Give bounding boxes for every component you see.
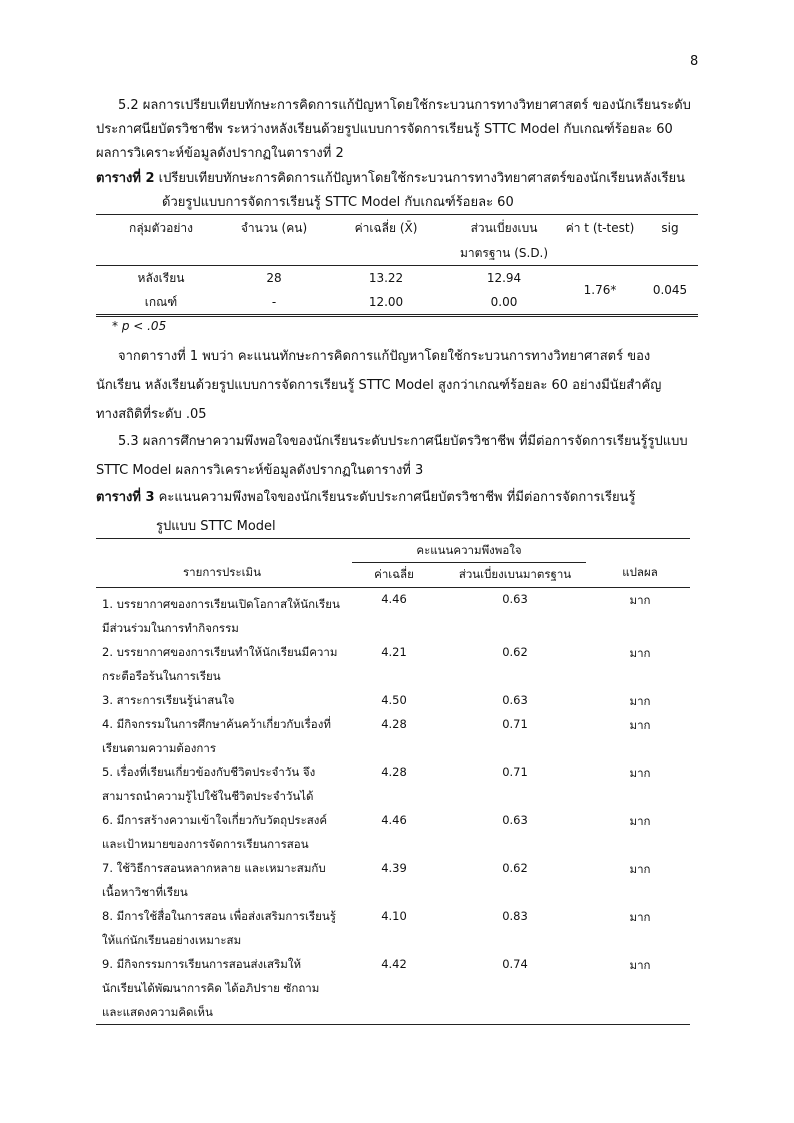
- paragraph-line: ประกาศนียบัตรวิชาชีพ ระหว่างหลังเรียนด้วยรูปแบบการจัดการเรียนรู้ STTC Model กับเกณฑ์ร้อยละ 60: [96, 122, 673, 137]
- paragraph-line: 5.3 ผลการศึกษาความพึงพอใจของนักเรียนระดับประกาศนียบัตรวิชาชีพ ที่มีต่อการจัดการเรียนรู้รูปแบบ: [118, 434, 688, 449]
- cell-item: [96, 808, 348, 856]
- col-header-sd: ส่วนเบี่ยงเบน: [450, 215, 558, 242]
- table-row: [96, 640, 690, 688]
- col-header-sig: sig: [642, 215, 698, 242]
- table-3-caption-text: คะแนนความพึงพอใจของนักเรียนระดับประกาศนียบัตรวิชาชีพ ที่มีต่อการจัดการเรียนรู้: [154, 490, 636, 505]
- col-header-group: กลุ่มตัวอย่าง: [96, 215, 226, 242]
- cell-sd: 0.71: [502, 765, 528, 779]
- cell-item: [96, 712, 348, 760]
- cell-interp: มาก: [629, 694, 651, 708]
- table-3: [96, 538, 690, 1025]
- cell-item: [96, 640, 348, 688]
- cell-mean: 4.46: [381, 592, 407, 606]
- col-header-n: จำนวน (คน): [226, 215, 322, 242]
- cell-sd: 0.63: [502, 592, 528, 606]
- col-header-item: รายการประเมิน: [96, 539, 348, 588]
- table-2-label: ตารางที่ 2: [96, 171, 155, 186]
- table-row: [96, 266, 698, 291]
- table-2-caption-text: เปรียบเทียบทักษะการคิดการแก้ปัญหาโดยใช้กระบวนการทางวิทยาศาสตร์ของนักเรียนหลังเรียน: [154, 171, 686, 186]
- col-header-mean: ค่าเฉลี่ย (X̄): [322, 215, 450, 242]
- paragraph-line: 5.2 ผลการเปรียบเทียบทักษะการคิดการแก้ปัญหาโดยใช้กระบวนการทางวิทยาศาสตร์ ของนักเรียนระดับ: [118, 98, 691, 113]
- cell-interp: มาก: [629, 814, 651, 828]
- paragraph-line: STTC Model ผลการวิเคราะห์ข้อมูลดังปรากฏในตารางที่ 3: [96, 463, 424, 478]
- col-header-satisfaction-label: คะแนนความพึงพอใจ: [416, 543, 522, 557]
- table-row: [96, 904, 690, 952]
- cell-mean: 4.39: [381, 861, 407, 875]
- cell-item: [96, 760, 348, 808]
- table-row: [96, 808, 690, 856]
- cell-item: [96, 588, 348, 641]
- cell-item: [96, 904, 348, 952]
- cell-item-line: เนื้อหาวิชาที่เรียน: [102, 885, 188, 899]
- cell-interp: มาก: [629, 862, 651, 876]
- cell-item: [96, 856, 348, 904]
- cell-sd: 12.94: [450, 266, 558, 291]
- cell-item-line: กระตือรือร้นในการเรียน: [102, 669, 221, 683]
- col-header-interp: แปลผล: [590, 539, 690, 588]
- cell-mean: 4.10: [381, 909, 407, 923]
- cell-mean: 12.00: [322, 290, 450, 316]
- table-2-discussion: [96, 342, 698, 429]
- col-header-sd: ส่วนเบี่ยงเบนมาตรฐาน: [440, 563, 590, 588]
- cell-sd: 0.71: [502, 717, 528, 731]
- significance-note: * p < .05: [112, 319, 167, 333]
- paragraph-line: นักเรียน หลังเรียนด้วยรูปแบบการจัดการเรียนรู้ STTC Model สูงกว่าเกณฑ์ร้อยละ 60 อย่างมีนัยสำคัญ: [96, 378, 662, 393]
- cell-mean: 4.46: [381, 813, 407, 827]
- table-2-caption-text-2: ด้วยรูปแบบการจัดการเรียนรู้ STTC Model กับเกณฑ์ร้อยละ 60: [162, 195, 514, 210]
- table-2-caption: [96, 167, 698, 215]
- cell-interp: มาก: [590, 952, 690, 1025]
- paragraph-line: ทางสถิติที่ระดับ .05: [96, 407, 207, 422]
- section-5-3-paragraph: [96, 427, 698, 485]
- cell-sd: 0.83: [502, 909, 528, 923]
- header-divider: [352, 562, 586, 563]
- page-number: 8: [690, 54, 699, 69]
- cell-interp: มาก: [629, 766, 651, 780]
- cell-item-line: ให้แก่นักเรียนอย่างเหมาะสม: [102, 933, 242, 947]
- cell-mean: 4.42: [348, 952, 440, 1025]
- table-row: [96, 712, 690, 760]
- table-3-caption: [96, 483, 698, 541]
- col-header-t: ค่า t (t-test): [558, 215, 642, 242]
- col-header-mean: ค่าเฉลี่ย: [348, 563, 440, 588]
- cell-group: หลังเรียน: [96, 266, 226, 291]
- section-5-2-paragraph: [96, 94, 698, 166]
- cell-item-line: และเป้าหมายของการจัดการเรียนการสอน: [102, 837, 309, 851]
- cell-interp: มาก: [629, 593, 651, 607]
- cell-item-line: สามารถนำความรู้ไปใช้ในชีวิตประจำวันได้: [102, 789, 314, 803]
- cell-item-line: เรียนตามความต้องการ: [102, 741, 216, 755]
- cell-sd: 0.63: [502, 813, 528, 827]
- cell-mean: 4.28: [381, 765, 407, 779]
- cell-sig-value: 0.045: [642, 266, 698, 316]
- cell-interp: มาก: [629, 718, 651, 732]
- cell-item-line: 1. บรรยากาศของการเรียนเปิดโอกาสให้นักเรียน: [102, 597, 340, 611]
- cell-item-line: 4. มีกิจกรรมในการศึกษาค้นคว้าเกี่ยวกับเรื่องที่: [102, 717, 331, 731]
- cell-item-line: 5. เรื่องที่เรียนเกี่ยวข้องกับชีวิตประจำวัน จึง: [102, 765, 316, 779]
- col-header-satisfaction: [348, 539, 590, 564]
- cell-mean: 4.50: [381, 693, 407, 707]
- table-3-label: ตารางที่ 3: [96, 490, 155, 505]
- cell-sd: 0.63: [502, 693, 528, 707]
- cell-n: 28: [226, 266, 322, 291]
- cell-sd: 0.00: [450, 290, 558, 316]
- paragraph-line: ผลการวิเคราะห์ข้อมูลดังปรากฏในตารางที่ 2: [96, 146, 344, 161]
- table-row: [96, 856, 690, 904]
- cell-mean: 4.28: [381, 717, 407, 731]
- table-row: [96, 760, 690, 808]
- cell-item-line: 3. สาระการเรียนรู้น่าสนใจ: [102, 693, 235, 707]
- cell-item-line: 9. มีกิจกรรมการเรียนการสอนส่งเสริมให้: [102, 957, 302, 971]
- cell-n: -: [226, 290, 322, 316]
- cell-item-line: 6. มีการสร้างความเข้าใจเกี่ยวกับวัตถุประสงค์: [102, 813, 328, 827]
- cell-mean: 13.22: [322, 266, 450, 291]
- cell-t-value: 1.76*: [558, 266, 642, 316]
- cell-sd: 0.74: [440, 952, 590, 1025]
- cell-mean: 4.21: [381, 645, 407, 659]
- cell-item: [96, 952, 348, 1025]
- cell-item: [96, 688, 348, 712]
- table-3-caption-text-2: รูปแบบ STTC Model: [156, 519, 276, 534]
- cell-sd: 0.62: [502, 861, 528, 875]
- cell-item-line: มีส่วนร่วมในการทำกิจกรรม: [102, 621, 239, 635]
- cell-item-line: 2. บรรยากาศของการเรียนทำให้นักเรียนมีความ: [102, 645, 338, 659]
- cell-interp: มาก: [629, 910, 651, 924]
- table-row: [96, 688, 690, 712]
- table-2: [96, 214, 698, 317]
- cell-group: เกณฑ์: [96, 290, 226, 316]
- cell-item-line: 8. มีการใช้สื่อในการสอน เพื่อส่งเสริมการเรียนรู้: [102, 909, 336, 923]
- cell-item-line: 7. ใช้วิธีการสอนหลากหลาย และเหมาะสมกับ: [102, 861, 326, 875]
- table-row: [96, 952, 690, 1025]
- cell-interp: มาก: [629, 646, 651, 660]
- table-row: [96, 588, 690, 641]
- paragraph-line: จากตารางที่ 1 พบว่า คะแนนทักษะการคิดการแก้ปัญหาโดยใช้กระบวนการทางวิทยาศาสตร์ ของ: [118, 349, 651, 364]
- cell-sd: 0.62: [502, 645, 528, 659]
- col-header-sd-2: มาตรฐาน (S.D.): [459, 245, 549, 260]
- cell-item-line: นักเรียนได้พัฒนาการคิด ได้อภิปราย ซักถาม: [102, 981, 320, 995]
- cell-item-line: และแสดงความคิดเห็น: [102, 1005, 213, 1019]
